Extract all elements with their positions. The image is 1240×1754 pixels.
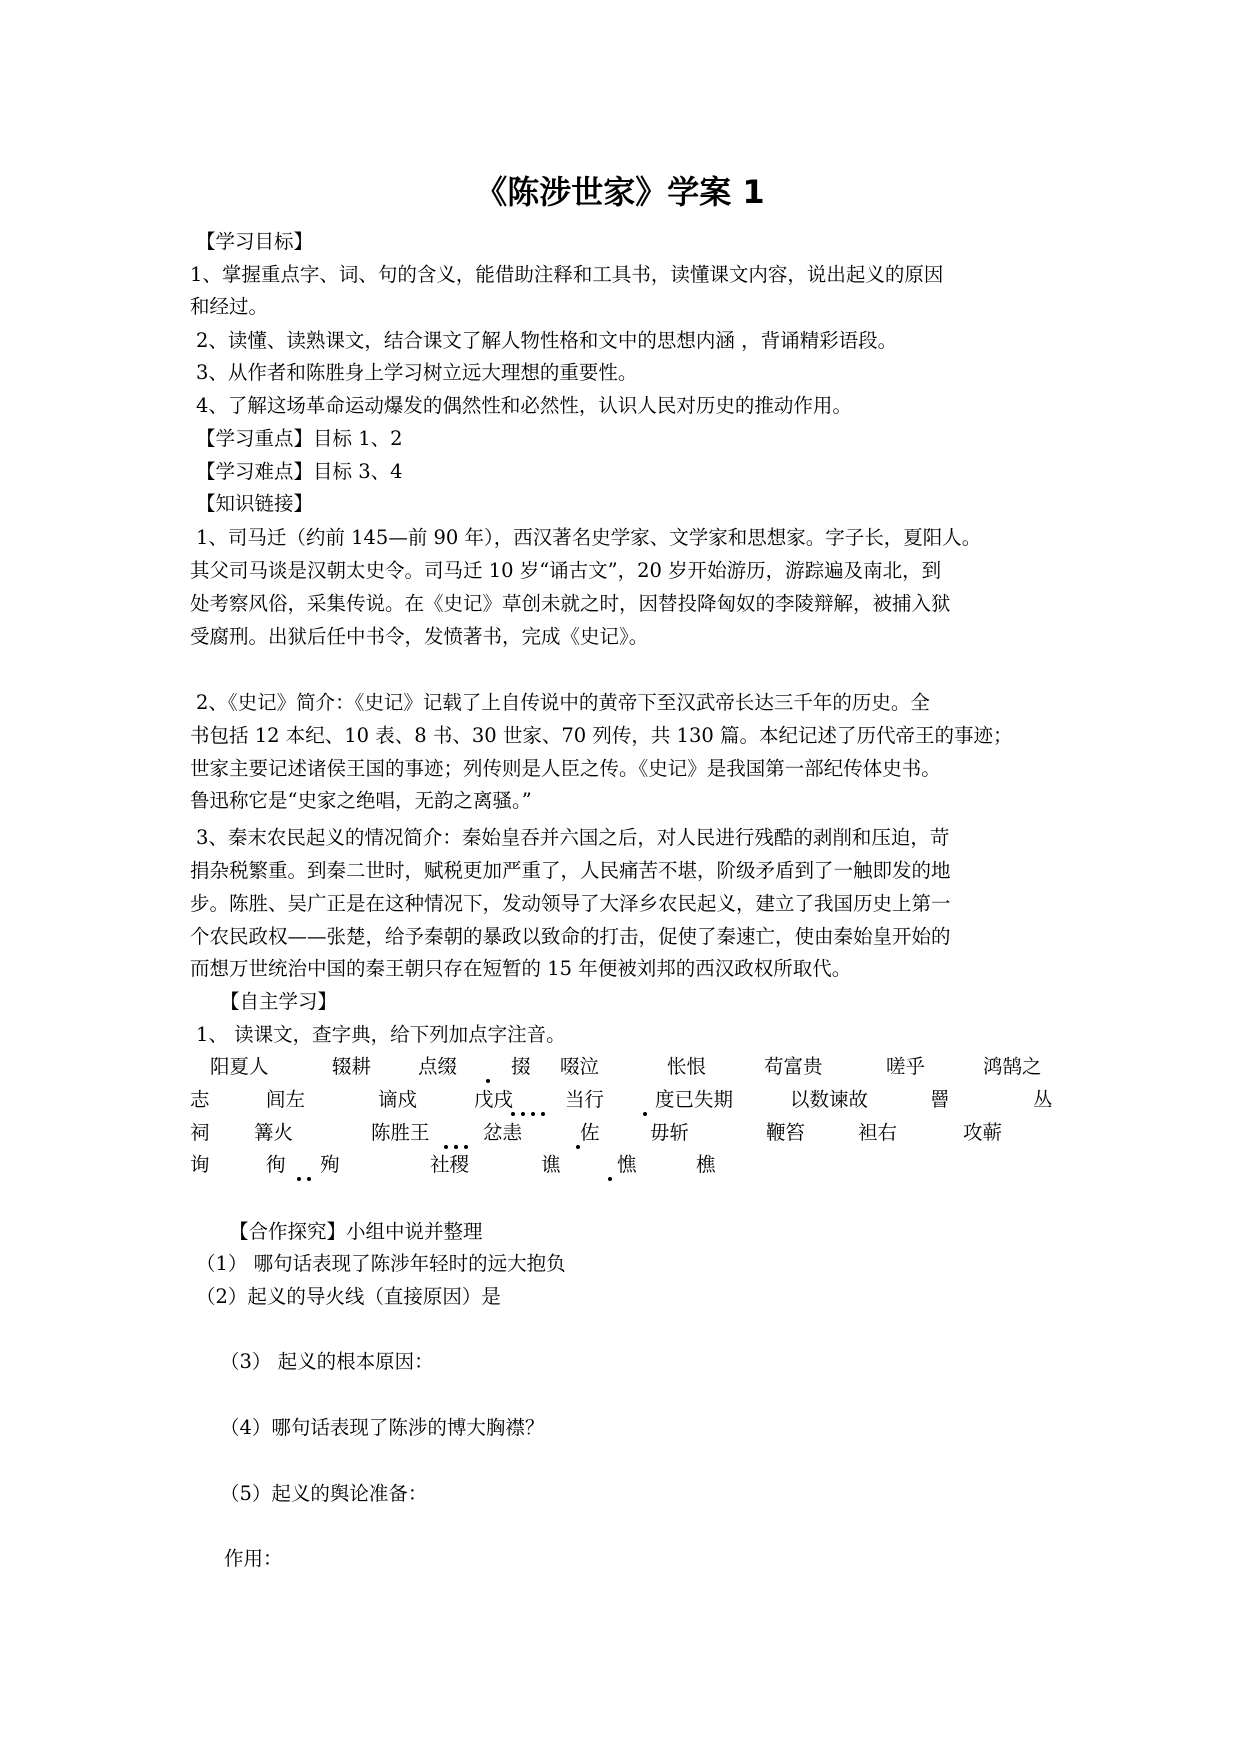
phonetic-word: 度已失期	[655, 1088, 734, 1111]
emphasis-dot	[511, 1112, 515, 1116]
page-title: 《陈涉世家》学案 1	[475, 173, 765, 211]
phonetic-word: 徇	[266, 1153, 286, 1176]
knowledge-p3-line: 3、秦末农民起义的情况简介：秦始皇吞并六国之后，对人民进行残酷的剥削和压迫，苛	[196, 826, 950, 849]
phonetic-word: 戊戌	[474, 1088, 514, 1111]
phonetic-word: 怅恨	[667, 1055, 707, 1078]
phonetic-word: 憔	[617, 1153, 637, 1176]
question-4: （4）哪句话表现了陈涉的博大胸襟？	[220, 1416, 545, 1439]
knowledge-p3-line: 而想万世统治中国的秦王朝只存在短暂的 15 年便被刘邦的西汉政权所取代。	[190, 957, 852, 980]
emphasis-dot	[444, 1145, 448, 1149]
emphasis-dot	[576, 1145, 580, 1149]
phonetic-word: 攻蕲	[963, 1121, 1003, 1144]
phonetic-word: 佐	[580, 1121, 600, 1144]
self-study-heading: 【自主学习】	[220, 990, 338, 1013]
knowledge-p1-line: 1、司马迁（约前 145—前 90 年），西汉著名史学家、文学家和思想家。字子长，夏阳人。	[196, 526, 982, 549]
knowledge-heading: 【知识链接】	[196, 492, 314, 515]
difficulty-line: 【学习难点】目标 3、4	[196, 460, 403, 483]
question-1: （1） 哪句话表现了陈涉年轻时的远大抱负	[196, 1252, 566, 1275]
phonetic-word: 祠	[190, 1121, 210, 1144]
phonetic-word: 闾左	[266, 1088, 306, 1111]
knowledge-p2-line: 书包括 12 本纪、10 表、8 书、30 世家、70 列传，共 130 篇。本纪记述了历代帝王的事迹；	[190, 724, 1013, 747]
phonetic-word: 忿恚	[483, 1121, 523, 1144]
knowledge-p2-line: 鲁迅称它是“史家之绝唱，无韵之离骚。”	[190, 789, 532, 812]
focus-line: 【学习重点】目标 1、2	[196, 427, 403, 450]
self-study-task: 1、 读课文，查字典，给下列加点字注音。	[196, 1023, 566, 1046]
emphasis-dot	[297, 1177, 301, 1181]
phonetic-word: 社稷	[430, 1153, 470, 1176]
phonetic-word: 啜泣	[560, 1055, 600, 1078]
phonetic-word: 篝火	[254, 1121, 294, 1144]
goals-heading: 【学习目标】	[196, 230, 314, 253]
phonetic-word: 点缀	[418, 1055, 458, 1078]
phonetic-word: 掇	[511, 1055, 531, 1078]
question-5-effect: 作用：	[224, 1547, 283, 1570]
phonetic-word: 谯	[541, 1153, 561, 1176]
phonetic-word: 嗟乎	[886, 1055, 926, 1078]
phonetic-word: 以数谏故	[790, 1088, 869, 1111]
phonetic-word: 毋斩	[650, 1121, 690, 1144]
knowledge-p3-line: 步。陈胜、吴广正是在这种情况下，发动领导了大泽乡农民起义，建立了我国历史上第一	[190, 892, 951, 915]
phonetic-word: 询	[190, 1153, 210, 1176]
phonetic-word: 丛	[1033, 1088, 1053, 1111]
phonetic-word: 当行	[565, 1088, 605, 1111]
phonetic-word: 罾	[930, 1088, 950, 1111]
question-5: （5）起义的舆论准备：	[220, 1482, 428, 1505]
emphasis-dot	[486, 1079, 490, 1083]
phonetic-word: 殉	[320, 1153, 340, 1176]
phonetic-word: 辍耕	[332, 1055, 372, 1078]
knowledge-p1-line: 其父司马谈是汉朝太史令。司马迁 10 岁“诵古文”，20 岁开始游历，游踪遍及南北，到	[190, 559, 942, 582]
knowledge-p2-line: 世家主要记述诸侯王国的事迹；列传则是人臣之传。《史记》是我国第一部纪传体史书。	[190, 757, 941, 780]
goal-1-cont: 和经过。	[190, 295, 269, 318]
phonetic-word: 陈胜王	[371, 1121, 430, 1144]
emphasis-dot	[454, 1145, 458, 1149]
phonetic-word: 鞭笞	[766, 1121, 806, 1144]
goal-1: 1、掌握重点字、词、句的含义，能借助注释和工具书，读懂课文内容，说出起义的原因	[190, 263, 944, 286]
question-3: （3） 起义的根本原因：	[220, 1350, 434, 1373]
emphasis-dot	[521, 1112, 525, 1116]
emphasis-dot	[608, 1177, 612, 1181]
phonetic-word: 志	[190, 1088, 210, 1111]
cooperation-heading: 【合作探究】小组中说并整理	[229, 1220, 483, 1243]
phonetic-word: 樵	[696, 1153, 716, 1176]
emphasis-dot	[307, 1177, 311, 1181]
question-2: （2）起义的导火线（直接原因）是	[196, 1285, 501, 1308]
knowledge-p1-line: 受腐刑。出狱后任中书令，发愤著书，完成《史记》。	[190, 625, 649, 648]
emphasis-dot	[531, 1112, 535, 1116]
goal-4: 4、了解这场革命运动爆发的偶然性和必然性，认识人民对历史的推动作用。	[196, 394, 852, 417]
knowledge-p1-line: 处考察风俗，采集传说。在《史记》草创未就之时，因替投降匈奴的李陵辩解，被捕入狱	[190, 592, 951, 615]
goal-3: 3、从作者和陈胜身上学习树立远大理想的重要性。	[196, 361, 638, 384]
phonetic-word: 鸿鹄之	[983, 1055, 1042, 1078]
goal-2: 2、读懂、读熟课文，结合课文了解人物性格和文中的思想内涵 ，背诵精彩语段。	[196, 329, 898, 352]
knowledge-p3-line: 个农民政权——张楚，给予秦朝的暴政以致命的打击，促使了秦速亡，使由秦始皇开始的	[190, 925, 951, 948]
phonetic-word: 苟富贵	[764, 1055, 823, 1078]
phonetic-word: 阳夏人	[210, 1055, 269, 1078]
emphasis-dot	[541, 1112, 545, 1116]
knowledge-p2-line: 2、《史记》简介：《史记》记载了上自传说中的黄帝下至汉武帝长达三千年的历史。全	[196, 691, 930, 714]
phonetic-word: 谪戍	[378, 1088, 418, 1111]
phonetic-word: 袒右	[858, 1121, 898, 1144]
knowledge-p3-line: 捐杂税繁重。到秦二世时，赋税更加严重了，人民痛苦不堪，阶级矛盾到了一触即发的地	[190, 859, 951, 882]
emphasis-dot	[464, 1145, 468, 1149]
emphasis-dot	[643, 1112, 647, 1116]
